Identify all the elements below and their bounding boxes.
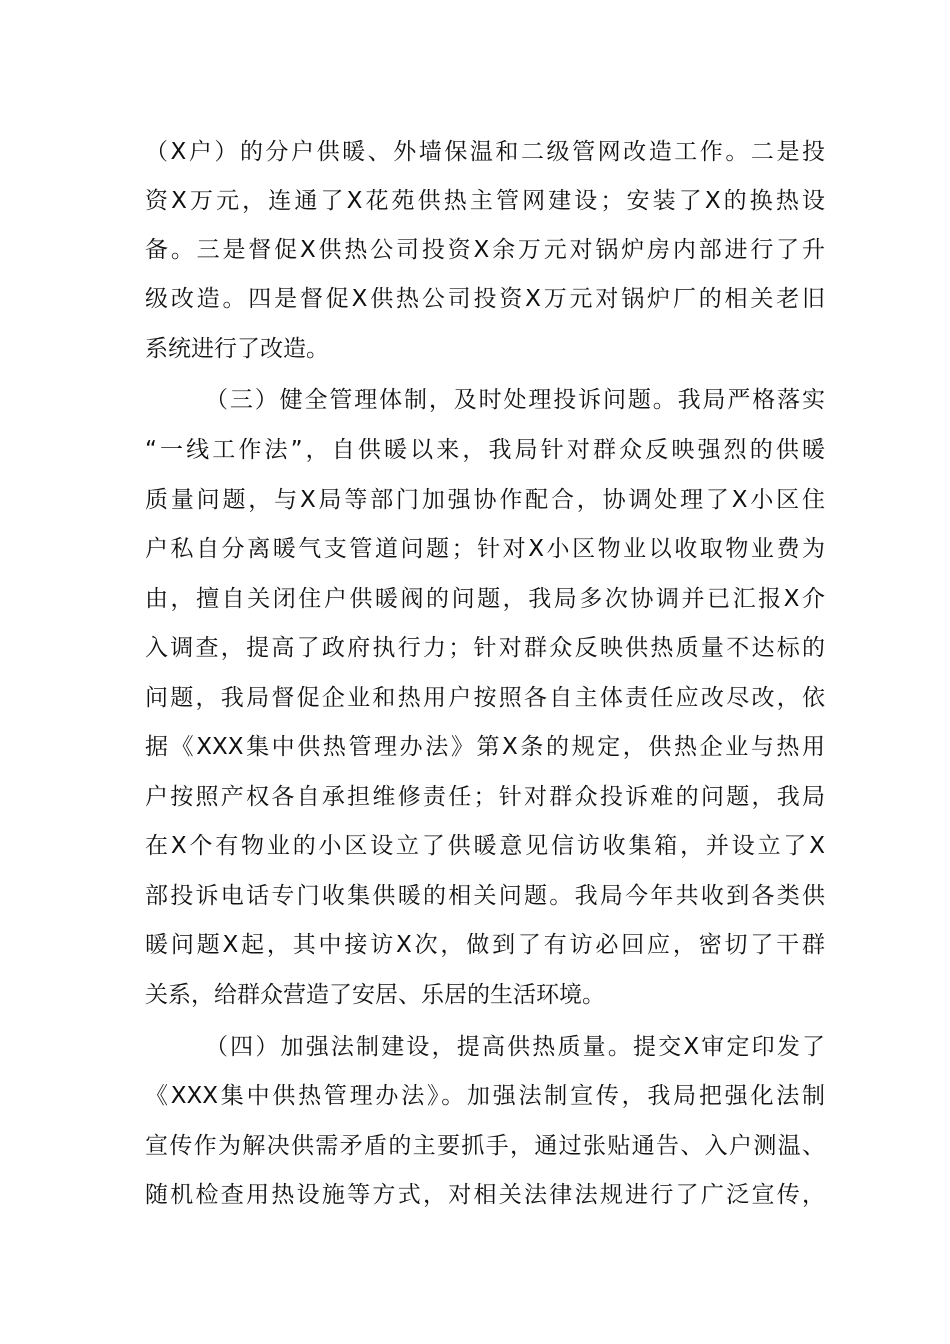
text-line: 宣传作为解决供需矛盾的主要抓手，通过张贴通告、入户测温、	[145, 1133, 825, 1159]
text-line: 户私自分离暖气支管道问题；针对X小区物业以收取物业费为	[145, 536, 825, 562]
text-line: 问题，我局督促企业和热用户按照各自主体责任应改尽改，依	[145, 685, 825, 711]
text-line: 在X个有物业的小区设立了供暖意见信访收集箱，并设立了X	[145, 833, 825, 859]
text-line: 据《XXX集中供热管理办法》第X条的规定，供热企业与热用	[145, 734, 825, 760]
text-line: 《XXX集中供热管理办法》。加强法制宣传，我局把强化法制	[145, 1083, 825, 1109]
text-line: 关系，给群众营造了安居、乐居的生活环境。	[145, 982, 605, 1008]
text-line: 暖问题X起，其中接访X次，做到了有访必回应，密切了干群	[145, 932, 825, 958]
text-line: 入调查，提高了政府执行力；针对群众反映供热质量不达标的	[145, 635, 825, 661]
text-line: 备。三是督促X供热公司投资X余万元对锅炉房内部进行了升	[145, 237, 825, 263]
text-line: 随机检查用热设施等方式，对相关法律法规进行了广泛宣传，	[145, 1182, 825, 1208]
text-line: 资X万元，连通了X花苑供热主管网建设；安装了X的换热设	[145, 188, 825, 214]
text-line: “一线工作法”，自供暖以来，我局针对群众反映强烈的供暖	[145, 437, 825, 463]
text-line: 质量问题，与X局等部门加强协作配合，协调处理了X小区住	[145, 487, 825, 513]
paragraph-heading-line: （四）加强法制建设，提高供热质量。提交X审定印发了	[205, 1034, 825, 1060]
text-line: 户按照产权各自承担维修责任；针对群众投诉难的问题，我局	[145, 784, 825, 810]
text-line: （X户）的分户供暖、外墙保温和二级管网改造工作。二是投	[145, 139, 825, 165]
text-line: 级改造。四是督促X供热公司投资X万元对锅炉厂的相关老旧	[145, 286, 825, 312]
text-line: 部投诉电话专门收集供暖的相关问题。我局今年共收到各类供	[145, 883, 825, 909]
text-line: 由，擅自关闭住户供暖阀的问题，我局多次协调并已汇报X介	[145, 586, 825, 612]
text-line: 系统进行了改造。	[145, 336, 329, 362]
paragraph-heading-line: （三）健全管理体制，及时处理投诉问题。我局严格落实	[205, 387, 825, 413]
